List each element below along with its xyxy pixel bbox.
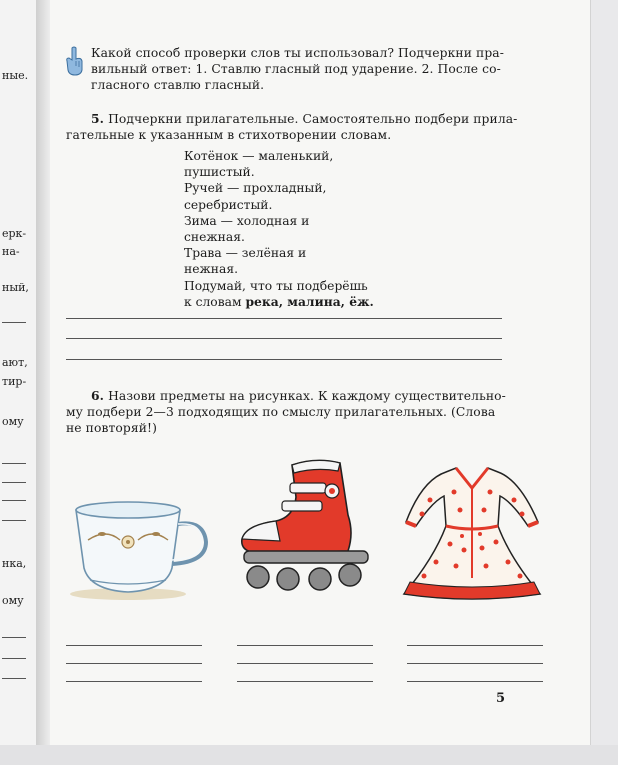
left-answer-line [2,500,26,501]
left-answer-line [2,322,26,323]
poem-line: снежная. [184,230,245,245]
answer-line[interactable] [407,681,543,682]
task6-text: Назови предметы на рисунках. К каждому существительно- [108,389,506,403]
answer-line[interactable] [237,645,373,646]
teacup-picture [68,498,210,604]
poem-line: Трава — зелёная и [184,246,307,261]
left-fragment: на- [2,245,20,258]
answer-line[interactable] [66,663,202,664]
left-fragment: ают, [2,356,28,369]
scan-edge [0,745,618,765]
hand-pointer-icon [63,46,85,76]
poem-last-prefix: к словам [184,294,246,309]
answer-line[interactable] [237,663,373,664]
task5-heading [91,111,517,127]
left-fragment: ому [2,415,24,428]
task-number: 5. [91,111,105,126]
poem-last-line [184,294,374,310]
task6-text-line2: му подбери 2—3 подходящих по смыслу прилагательных. (Слова [66,405,496,419]
answer-line[interactable] [237,681,373,682]
left-answer-line [2,637,26,638]
left-answer-line [2,463,26,464]
intro-line: вильный ответ: 1. Ставлю гласный под ударение. 2. После со- [91,62,501,76]
left-answer-line [2,482,26,483]
left-fragment: нка, [2,557,27,570]
poem-target-words: река, малина, ёж. [245,293,374,309]
left-fragment: ный, [2,281,29,294]
task6-text-line3: не повторяй!) [66,421,157,435]
dress-picture [400,462,546,604]
answer-line[interactable] [407,663,543,664]
answer-line[interactable] [66,681,202,682]
answer-line[interactable] [66,359,502,360]
task5-text: Подчеркни прилагательные. Самостоятельно подбери прила- [108,112,518,126]
left-fragment: ные. [2,69,29,82]
left-fragment: ерк- [2,227,27,240]
answer-line[interactable] [66,338,502,339]
poem-line: Зима — холодная и [184,213,310,228]
intro-line: Какой способ проверки слов ты использовал? Подчеркни пра- [91,46,504,60]
poem-line: пушистый. [184,165,255,180]
roller-skate-picture [236,455,374,600]
answer-line[interactable] [66,645,202,646]
task-number: 6. [91,388,105,403]
poem-line: нежная. [184,262,238,277]
poem-line: Подумай, что ты подберёшь [184,278,368,293]
poem-line: серебристый. [184,197,273,212]
left-answer-line [2,678,26,679]
poem [184,148,374,310]
left-fragment: ому [2,594,24,607]
task5-text-line2: гательные к указанным в стихотворении словам. [66,128,392,142]
answer-line[interactable] [407,645,543,646]
intro-line: гласного ставлю гласный. [91,78,265,92]
poem-line: Ручей — прохладный, [184,181,327,196]
answer-line[interactable] [66,318,502,319]
poem-line: Котёнок — маленький, [184,149,334,163]
left-fragment: тир- [2,375,27,388]
left-answer-line [2,520,26,521]
page-number: 5 [496,691,506,706]
task6-heading [91,388,506,404]
left-answer-line [2,658,26,659]
